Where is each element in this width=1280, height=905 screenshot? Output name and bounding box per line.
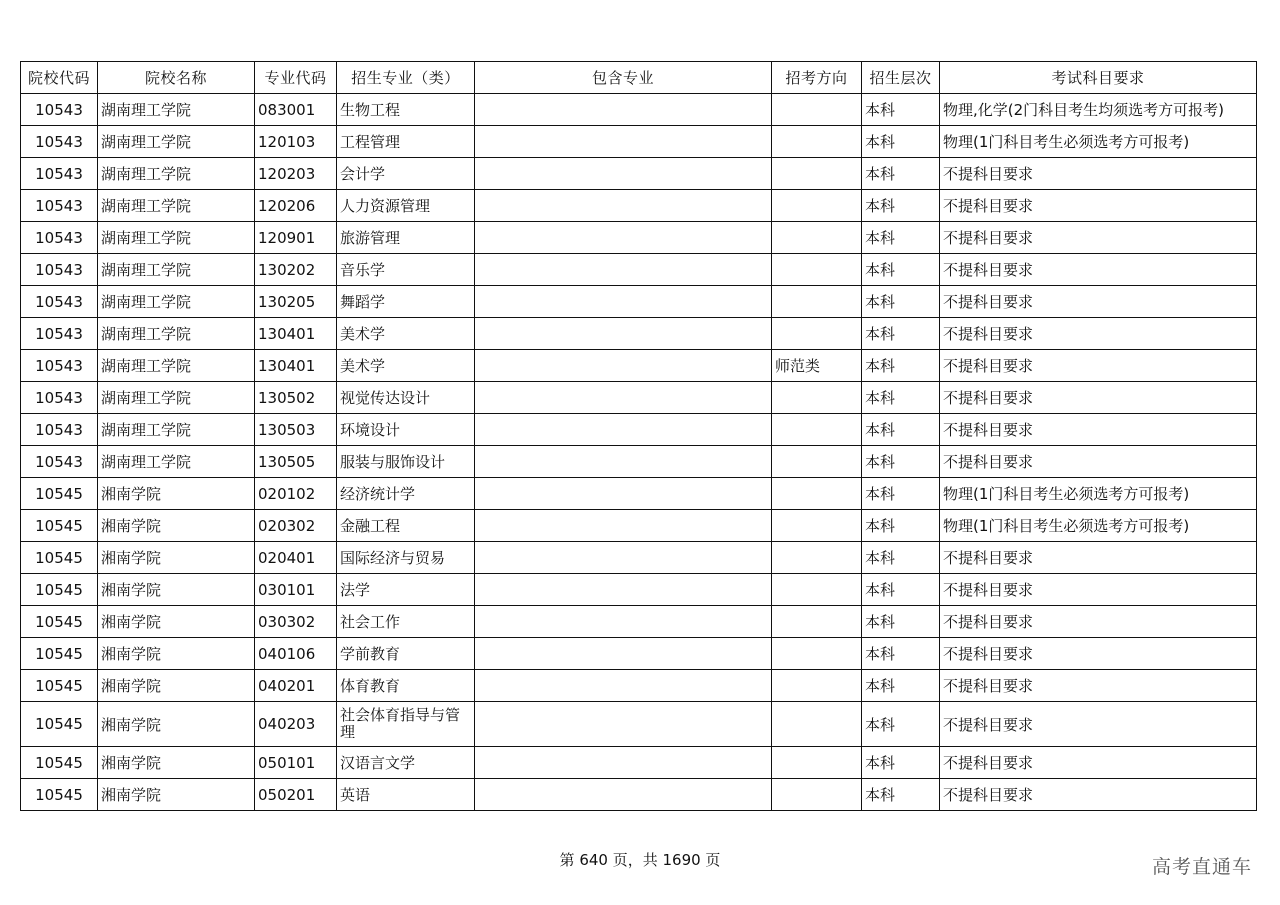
- direction-cell: [772, 126, 862, 158]
- school-name-cell: 湖南理工学院: [98, 350, 255, 382]
- subject-requirement-cell: 不提科目要求: [940, 350, 1257, 382]
- table-row: [21, 574, 1257, 606]
- level-cell: 本科: [862, 254, 940, 286]
- level-cell: 本科: [862, 318, 940, 350]
- included-majors-cell: [475, 747, 772, 779]
- level-cell: 本科: [862, 638, 940, 670]
- major-code-cell: 020302: [255, 510, 337, 542]
- school-name-cell: 湖南理工学院: [98, 94, 255, 126]
- direction-cell: [772, 158, 862, 190]
- school-code-cell: 10543: [21, 286, 98, 318]
- major-code-cell: 050201: [255, 779, 337, 811]
- school-name-cell: 湖南理工学院: [98, 190, 255, 222]
- subject-requirement-cell: 不提科目要求: [940, 702, 1257, 747]
- major-code-cell: 120901: [255, 222, 337, 254]
- school-code-cell: 10543: [21, 254, 98, 286]
- level-cell: 本科: [862, 414, 940, 446]
- school-code-cell: 10545: [21, 670, 98, 702]
- included-majors-cell: [475, 254, 772, 286]
- table-row: [21, 350, 1257, 382]
- subject-requirement-cell: 物理(1门科目考生必须选考方可报考): [940, 478, 1257, 510]
- watermark: 高考直通车: [1151, 856, 1252, 878]
- subject-requirement-cell: 不提科目要求: [940, 606, 1257, 638]
- direction-cell: [772, 318, 862, 350]
- school-code-cell: 10545: [21, 606, 98, 638]
- subject-requirement-cell: 不提科目要求: [940, 286, 1257, 318]
- level-cell: 本科: [862, 670, 940, 702]
- major-code-cell: 020401: [255, 542, 337, 574]
- table-row: [21, 414, 1257, 446]
- school-code-cell: 10545: [21, 702, 98, 747]
- school-code-cell: 10543: [21, 318, 98, 350]
- included-majors-cell: [475, 158, 772, 190]
- table-row: [21, 94, 1257, 126]
- school-code-cell: 10543: [21, 158, 98, 190]
- major-code-cell: 130502: [255, 382, 337, 414]
- table-row: [21, 158, 1257, 190]
- school-code-cell: 10543: [21, 222, 98, 254]
- major-name-cell: 美术学: [337, 350, 475, 382]
- header-level: 招生层次: [862, 62, 940, 94]
- school-code-cell: 10545: [21, 747, 98, 779]
- school-code-cell: 10545: [21, 478, 98, 510]
- included-majors-cell: [475, 94, 772, 126]
- major-name-cell: 法学: [337, 574, 475, 606]
- header-included-majors: 包含专业: [475, 62, 772, 94]
- major-name-cell: 汉语言文学: [337, 747, 475, 779]
- included-majors-cell: [475, 190, 772, 222]
- major-code-cell: 020102: [255, 478, 337, 510]
- school-code-cell: 10543: [21, 382, 98, 414]
- subject-requirement-cell: 不提科目要求: [940, 747, 1257, 779]
- major-code-cell: 040201: [255, 670, 337, 702]
- school-name-cell: 湖南理工学院: [98, 446, 255, 478]
- header-school-name: 院校名称: [98, 62, 255, 94]
- direction-cell: [772, 510, 862, 542]
- direction-cell: [772, 702, 862, 747]
- direction-cell: [772, 606, 862, 638]
- table-row: [21, 254, 1257, 286]
- major-name-cell: 服装与服饰设计: [337, 446, 475, 478]
- direction-cell: [772, 94, 862, 126]
- direction-cell: [772, 747, 862, 779]
- subject-requirement-cell: 不提科目要求: [940, 190, 1257, 222]
- school-name-cell: 湖南理工学院: [98, 382, 255, 414]
- subject-requirement-cell: 不提科目要求: [940, 670, 1257, 702]
- header-school-code: 院校代码: [21, 62, 98, 94]
- level-cell: 本科: [862, 478, 940, 510]
- level-cell: 本科: [862, 286, 940, 318]
- level-cell: 本科: [862, 779, 940, 811]
- subject-requirement-cell: 不提科目要求: [940, 446, 1257, 478]
- subject-requirement-cell: 物理,化学(2门科目考生均须选考方可报考): [940, 94, 1257, 126]
- school-code-cell: 10545: [21, 779, 98, 811]
- school-name-cell: 湘南学院: [98, 606, 255, 638]
- level-cell: 本科: [862, 606, 940, 638]
- level-cell: 本科: [862, 446, 940, 478]
- school-code-cell: 10543: [21, 190, 98, 222]
- subject-requirement-cell: 不提科目要求: [940, 222, 1257, 254]
- subject-requirement-cell: 不提科目要求: [940, 254, 1257, 286]
- level-cell: 本科: [862, 126, 940, 158]
- subject-requirement-cell: 不提科目要求: [940, 542, 1257, 574]
- major-code-cell: 130505: [255, 446, 337, 478]
- included-majors-cell: [475, 350, 772, 382]
- table-row: [21, 747, 1257, 779]
- school-name-cell: 湖南理工学院: [98, 318, 255, 350]
- school-code-cell: 10543: [21, 350, 98, 382]
- school-name-cell: 湘南学院: [98, 510, 255, 542]
- school-code-cell: 10543: [21, 126, 98, 158]
- major-code-cell: 120103: [255, 126, 337, 158]
- included-majors-cell: [475, 510, 772, 542]
- major-name-cell: 视觉传达设计: [337, 382, 475, 414]
- table-row: [21, 670, 1257, 702]
- level-cell: 本科: [862, 382, 940, 414]
- table-row: [21, 446, 1257, 478]
- included-majors-cell: [475, 478, 772, 510]
- major-code-cell: 120203: [255, 158, 337, 190]
- major-name-cell: 金融工程: [337, 510, 475, 542]
- subject-requirement-cell: 不提科目要求: [940, 318, 1257, 350]
- included-majors-cell: [475, 606, 772, 638]
- subject-requirement-cell: 不提科目要求: [940, 779, 1257, 811]
- direction-cell: [772, 638, 862, 670]
- major-code-cell: 130205: [255, 286, 337, 318]
- level-cell: 本科: [862, 542, 940, 574]
- level-cell: 本科: [862, 222, 940, 254]
- subject-requirement-cell: 不提科目要求: [940, 414, 1257, 446]
- table-row: [21, 478, 1257, 510]
- subject-requirement-cell: 物理(1门科目考生必须选考方可报考): [940, 126, 1257, 158]
- included-majors-cell: [475, 286, 772, 318]
- major-name-cell: 国际经济与贸易: [337, 542, 475, 574]
- included-majors-cell: [475, 542, 772, 574]
- table-row: [21, 779, 1257, 811]
- school-code-cell: 10545: [21, 638, 98, 670]
- school-code-cell: 10543: [21, 446, 98, 478]
- major-code-cell: 130503: [255, 414, 337, 446]
- major-code-cell: 030101: [255, 574, 337, 606]
- page-number: 第 640 页，共 1690 页: [559, 851, 721, 869]
- included-majors-cell: [475, 414, 772, 446]
- included-majors-cell: [475, 222, 772, 254]
- table-row: [21, 702, 1257, 747]
- major-name-cell: 社会体育指导与管理: [337, 702, 475, 747]
- major-name-cell: 人力资源管理: [337, 190, 475, 222]
- subject-requirement-cell: 不提科目要求: [940, 158, 1257, 190]
- major-code-cell: 083001: [255, 94, 337, 126]
- level-cell: 本科: [862, 158, 940, 190]
- table-row: [21, 126, 1257, 158]
- level-cell: 本科: [862, 94, 940, 126]
- direction-cell: [772, 254, 862, 286]
- major-code-cell: 130401: [255, 318, 337, 350]
- major-name-cell: 音乐学: [337, 254, 475, 286]
- school-code-cell: 10545: [21, 510, 98, 542]
- school-name-cell: 湘南学院: [98, 542, 255, 574]
- school-name-cell: 湖南理工学院: [98, 158, 255, 190]
- major-name-cell: 社会工作: [337, 606, 475, 638]
- major-name-cell: 体育教育: [337, 670, 475, 702]
- table-row: [21, 382, 1257, 414]
- major-name-cell: 生物工程: [337, 94, 475, 126]
- header-major-name: 招生专业（类）: [337, 62, 475, 94]
- direction-cell: [772, 222, 862, 254]
- school-name-cell: 湖南理工学院: [98, 254, 255, 286]
- major-name-cell: 经济统计学: [337, 478, 475, 510]
- direction-cell: [772, 414, 862, 446]
- subject-requirement-cell: 不提科目要求: [940, 638, 1257, 670]
- school-name-cell: 湖南理工学院: [98, 286, 255, 318]
- school-name-cell: 湘南学院: [98, 574, 255, 606]
- included-majors-cell: [475, 574, 772, 606]
- admissions-table-container: [20, 61, 1257, 811]
- major-name-cell: 工程管理: [337, 126, 475, 158]
- school-name-cell: 湘南学院: [98, 638, 255, 670]
- level-cell: 本科: [862, 574, 940, 606]
- major-code-cell: 050101: [255, 747, 337, 779]
- major-code-cell: 040203: [255, 702, 337, 747]
- level-cell: 本科: [862, 747, 940, 779]
- school-name-cell: 湘南学院: [98, 779, 255, 811]
- included-majors-cell: [475, 670, 772, 702]
- major-code-cell: 040106: [255, 638, 337, 670]
- direction-cell: [772, 382, 862, 414]
- major-code-cell: 130401: [255, 350, 337, 382]
- direction-cell: [772, 779, 862, 811]
- direction-cell: [772, 542, 862, 574]
- included-majors-cell: [475, 446, 772, 478]
- school-name-cell: 湘南学院: [98, 747, 255, 779]
- table-row: [21, 222, 1257, 254]
- included-majors-cell: [475, 318, 772, 350]
- school-name-cell: 湖南理工学院: [98, 126, 255, 158]
- major-code-cell: 030302: [255, 606, 337, 638]
- direction-cell: [772, 190, 862, 222]
- school-name-cell: 湘南学院: [98, 702, 255, 747]
- school-name-cell: 湖南理工学院: [98, 222, 255, 254]
- table-row: [21, 542, 1257, 574]
- level-cell: 本科: [862, 350, 940, 382]
- major-name-cell: 学前教育: [337, 638, 475, 670]
- level-cell: 本科: [862, 510, 940, 542]
- level-cell: 本科: [862, 702, 940, 747]
- direction-cell: [772, 670, 862, 702]
- table-row: [21, 638, 1257, 670]
- major-name-cell: 环境设计: [337, 414, 475, 446]
- header-direction: 招考方向: [772, 62, 862, 94]
- header-subject-requirement: 考试科目要求: [940, 62, 1257, 94]
- major-name-cell: 旅游管理: [337, 222, 475, 254]
- direction-cell: [772, 446, 862, 478]
- table-row: [21, 510, 1257, 542]
- table-body: [21, 94, 1257, 811]
- major-name-cell: 会计学: [337, 158, 475, 190]
- school-name-cell: 湘南学院: [98, 670, 255, 702]
- table-row: [21, 318, 1257, 350]
- school-code-cell: 10545: [21, 574, 98, 606]
- admissions-table: [20, 61, 1257, 811]
- table-header-row: [21, 62, 1257, 94]
- included-majors-cell: [475, 638, 772, 670]
- included-majors-cell: [475, 126, 772, 158]
- subject-requirement-cell: 不提科目要求: [940, 574, 1257, 606]
- major-code-cell: 130202: [255, 254, 337, 286]
- major-name-cell: 英语: [337, 779, 475, 811]
- major-code-cell: 120206: [255, 190, 337, 222]
- level-cell: 本科: [862, 190, 940, 222]
- school-code-cell: 10543: [21, 94, 98, 126]
- included-majors-cell: [475, 382, 772, 414]
- included-majors-cell: [475, 702, 772, 747]
- major-name-cell: 美术学: [337, 318, 475, 350]
- table-row: [21, 286, 1257, 318]
- school-name-cell: 湘南学院: [98, 478, 255, 510]
- major-name-cell: 舞蹈学: [337, 286, 475, 318]
- subject-requirement-cell: 物理(1门科目考生必须选考方可报考): [940, 510, 1257, 542]
- header-major-code: 专业代码: [255, 62, 337, 94]
- included-majors-cell: [475, 779, 772, 811]
- direction-cell: [772, 286, 862, 318]
- direction-cell: [772, 478, 862, 510]
- school-code-cell: 10545: [21, 542, 98, 574]
- school-code-cell: 10543: [21, 414, 98, 446]
- direction-cell: 师范类: [772, 350, 862, 382]
- table-row: [21, 606, 1257, 638]
- table-row: [21, 190, 1257, 222]
- school-name-cell: 湖南理工学院: [98, 414, 255, 446]
- direction-cell: [772, 574, 862, 606]
- subject-requirement-cell: 不提科目要求: [940, 382, 1257, 414]
